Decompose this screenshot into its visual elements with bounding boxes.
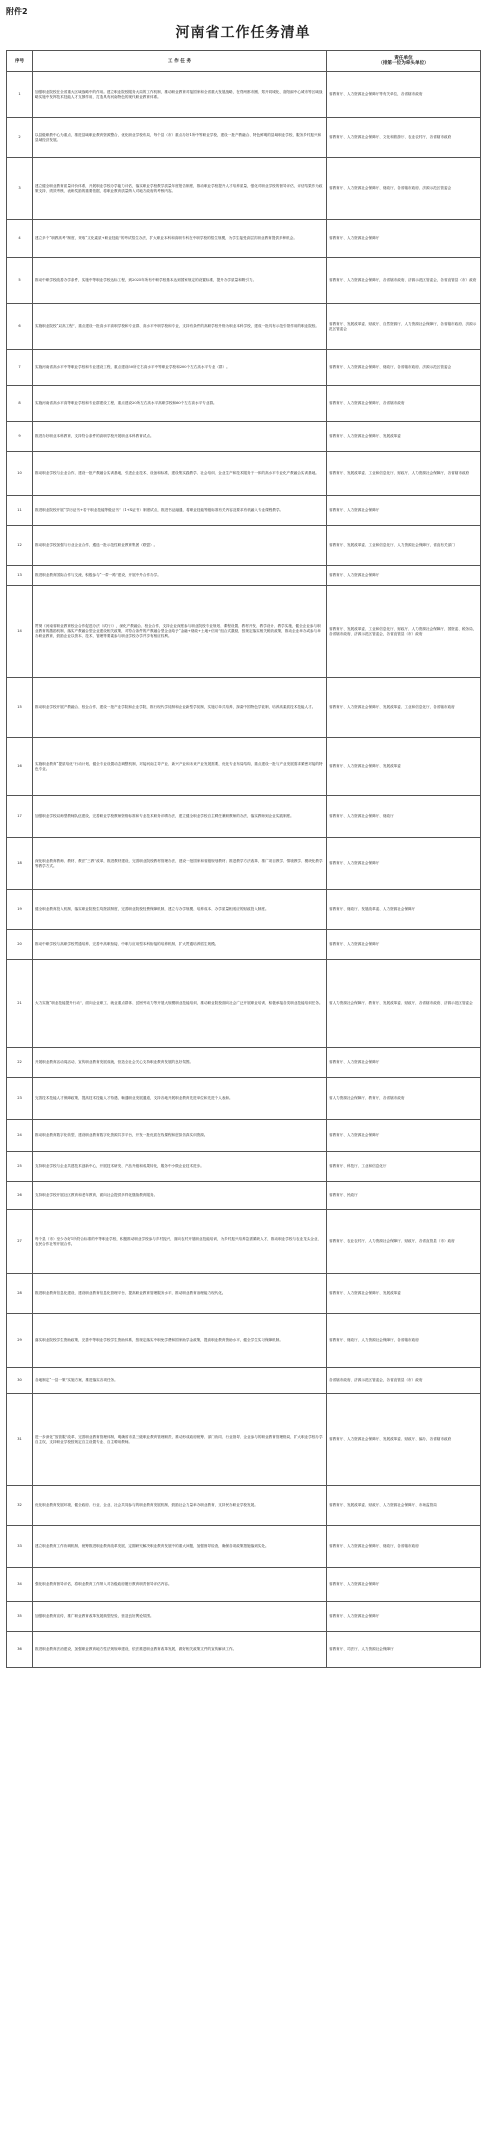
responsible-units: 省教育厅、人力资源社会保障厅、文化和旅游厅、农业农村厅，各省辖市政府 — [327, 118, 481, 158]
task-text: 强化职业教育督导评估，将职业教育工作纳入对各级政府履行教育职责督导评估内容。 — [33, 1568, 327, 1602]
table-row — [7, 526, 481, 566]
responsible-units: 省教育厅、人力资源社会保障厅、财政厅，各省辖市政府、济源示范区管委会 — [327, 158, 481, 220]
row-number: 3 — [7, 158, 33, 220]
task-text: 开展职业教育活动周活动，宣传职业教育发展成就，营造全社会关心支持职业教育发展的良好氛围。 — [33, 1048, 327, 1078]
table-row — [7, 838, 481, 890]
task-text: 推进职业教育法治建设，加强职业教育地方性法规规章建设，依法推进职业教育改革发展，做好相关政策文件的宣传解读工作。 — [33, 1632, 327, 1668]
row-number: 8 — [7, 386, 33, 422]
row-number: 14 — [7, 586, 33, 678]
row-number: 30 — [7, 1368, 33, 1394]
row-number: 25 — [7, 1152, 33, 1182]
row-number: 21 — [7, 960, 33, 1048]
task-text: 加强职业教育宣传，推广职业教育改革发展典型经验，营造良好舆论氛围。 — [33, 1602, 327, 1632]
responsible-units: 省教育厅、人力资源社会保障厅 — [327, 930, 481, 960]
task-text: 建立职业教育工作协调机制，统筹推进职业教育改革发展，定期研究解决职业教育发展中的重大问题，加强督导检查，确保各项政策措施落到实处。 — [33, 1526, 327, 1568]
row-number: 26 — [7, 1182, 33, 1210]
row-number: 2 — [7, 118, 33, 158]
table-row — [7, 1210, 481, 1274]
responsible-units: 省教育厅、人力资源社会保障厅 — [327, 566, 481, 586]
table-row — [7, 1394, 481, 1486]
responsible-units: 省教育厅、人力资源社会保障厅、财政厅，各省辖市政府、济源示范区管委会 — [327, 350, 481, 386]
responsible-units: 省人力资源社会保障厅、教育厅，各省辖市政府 — [327, 1078, 481, 1120]
table-row — [7, 72, 481, 118]
responsible-units: 省教育厅、人力资源社会保障厅、财政厅 — [327, 796, 481, 838]
task-text: 支持职业学校与企业共建技术创新中心，开展技术研发、产品升级和成果转化，服务中小微企业技术进步。 — [33, 1152, 327, 1182]
table-header-row — [7, 51, 481, 72]
responsible-units: 省教育厅、科技厅、工业和信息化厅 — [327, 1152, 481, 1182]
row-number: 7 — [7, 350, 33, 386]
row-number: 33 — [7, 1526, 33, 1568]
task-text: 推动中职学校与高职学校贯通培养，完善中高职衔接、中职与应用型本科衔接的培养机制，扩大贯通培养招生规模。 — [33, 930, 327, 960]
row-number: 10 — [7, 452, 33, 496]
responsible-units: 省人力资源社会保障厅、教育厅、发展改革委、财政厅，各省辖市政府、济源示范区管委会 — [327, 960, 481, 1048]
responsible-units: 省教育厅、人力资源社会保障厅 — [327, 838, 481, 890]
responsible-units: 省教育厅、人力资源社会保障厅、发展改革委 — [327, 738, 481, 796]
task-text: 推进职业教育国际合作与交流，积极参与“一带一路”建设，开展中外合作办学。 — [33, 566, 327, 586]
responsible-units: 省教育厅、人力资源社会保障厅 — [327, 1568, 481, 1602]
task-text: 推动职业学校加强与行业企业合作，遴选一批示范性职业教育集团（联盟）。 — [33, 526, 327, 566]
task-text: 加强职业院校在全省重大区域战略中的作用。建立职业院校服务大局的工作机制，推动职业教育对接国家和全省重大发展战略，在郑州都市圈、郑开同城化、洛阳副中心城市等区域战略实施中发挥技术技能人才支撑作用，打造具有河南特色的现代职业教育体系。 — [33, 72, 327, 118]
row-number: 29 — [7, 1314, 33, 1368]
task-text: 推动职业学校与企业合作，建设一批产教融合实训基地，引进企业技术、设备和标准，建设集实践教学、社会培训、企业生产和技术服务于一体的高水平专业化产教融合实训基地。 — [33, 452, 327, 496]
responsible-units: 省教育厅、发展改革委、工业和信息化厅、财政厅、人力资源社会保障厅，各省辖市政府 — [327, 452, 481, 496]
table-row — [7, 566, 481, 586]
row-number: 17 — [7, 796, 33, 838]
attachment-label: 附件2 — [6, 7, 28, 16]
row-number: 11 — [7, 496, 33, 526]
table-row — [7, 422, 481, 452]
table-row — [7, 496, 481, 526]
table-row — [7, 1048, 481, 1078]
task-text: 以县级职教中心为重点，推进县域职业教育资源整合，优化职业学校布局，每个县（市）重点办好1所中等职业学校，建设一批产教融合、特色鲜明的县域职业学校，服务乡村振兴和县域经济发展。 — [33, 118, 327, 158]
row-number: 20 — [7, 930, 33, 960]
table-row — [7, 1368, 481, 1394]
row-number: 6 — [7, 304, 33, 350]
table-row — [7, 304, 481, 350]
task-text: 推进职业院校开展“学历证书+若干职业技能等级证书”（1+X证书）制度试点，推进书证融通，将职业技能等级标准有关内容及要求有机融入专业课程教学。 — [33, 496, 327, 526]
task-text: 推进职业教育信息化建设，建设职业教育信息化管理平台，提高职业教育管理服务水平，推动职业教育治理能力现代化。 — [33, 1274, 327, 1314]
row-number: 32 — [7, 1486, 33, 1526]
table-row — [7, 350, 481, 386]
table-row — [7, 1526, 481, 1568]
responsible-units: 省教育厅、农业农村厅、人力资源社会保障厅、财政厅，各省直管县（市）政府 — [327, 1210, 481, 1274]
responsible-units: 省教育厅、财政厅、发展改革委、人力资源社会保障厅 — [327, 890, 481, 930]
task-text: 建立多个“职教高考”制度，采取“文化素质+职业技能”的考试招生办法，扩大职业本科和高职专科在中职学校的招生规模，为学生接受高层次职业教育提供多种机会。 — [33, 220, 327, 258]
responsible-units: 省教育厅、人力资源社会保障厅、发展改革委、财政厅、编办，各省辖市政府 — [327, 1394, 481, 1486]
task-text: 实施职业院校“双高工程”，重点建设一批高水平高职学校和专业群、高水平中职学校和专业，支持有条件的高职学校升格为职业本科学校，建成一批具有示范引领作用的职业院校。 — [33, 304, 327, 350]
row-number: 18 — [7, 838, 33, 890]
table-row — [7, 1152, 481, 1182]
task-text: 推动职业教育数字化转型，建设职业教育数字化资源共享平台，开发一批优质在线课程和虚拟仿真实训资源。 — [33, 1120, 327, 1152]
responsible-units: 省教育厅、人力资源社会保障厅 — [327, 1602, 481, 1632]
row-number: 36 — [7, 1632, 33, 1668]
table-row — [7, 1632, 481, 1668]
responsible-units: 省教育厅、人力资源社会保障厅、发展改革委、工业和信息化厅，各省辖市政府 — [327, 678, 481, 738]
task-text: 深化职业教育教师、教材、教法“三教”改革，推进教材建设，完善职业院校教材管理办法，建设一批国家和省级规划教材；推进教学方法改革，推广项目教学、情境教学、模块化教学等教学方式。 — [33, 838, 327, 890]
responsible-units: 省教育厅、人力资源社会保障厅等有关单位，各省辖市政府 — [327, 72, 481, 118]
document-title: 河南省工作任务清单 — [175, 25, 311, 41]
row-number: 28 — [7, 1274, 33, 1314]
task-text: 进一步深化“放管服”改革，完善职业教育管理体制，明确省市县三级职业教育管理职责，推动形成政府统筹、部门协同、行业指导、企业参与的职业教育管理格局，扩大职业学校办学自主权，支持职业学校按规定自主设置专业、自主聘用教师。 — [33, 1394, 327, 1486]
row-number: 12 — [7, 526, 33, 566]
task-text: 落实职业院校学生资助政策，完善中等职业学校学生资助体系，按规定落实中职免学费和国家助学金政策，提高职业教育资助水平，健全学生实习保障机制。 — [33, 1314, 327, 1368]
table-row — [7, 220, 481, 258]
responsible-units: 各省辖市政府、济源示范区管委会，各省直管县（市）政府 — [327, 1368, 481, 1394]
table-row — [7, 258, 481, 304]
responsible-units: 省教育厅、人力资源社会保障厅 — [327, 1048, 481, 1078]
row-number: 27 — [7, 1210, 33, 1274]
task-text: 每个县（市）至少办好1所符合标准的中等职业学校，积极推动职业学校参与乡村振兴，面向农村开展职业技能培训，为乡村振兴培养急需紧缺人才，推动职业学校与农业龙头企业、农民合作社等开展合作。 — [33, 1210, 327, 1274]
table-row — [7, 452, 481, 496]
row-number: 13 — [7, 566, 33, 586]
responsible-units: 省教育厅、人力资源社会保障厅，各省辖市政府 — [327, 386, 481, 422]
row-number: 5 — [7, 258, 33, 304]
row-number: 34 — [7, 1568, 33, 1602]
table-row — [7, 960, 481, 1048]
task-text: 实施河南省高水平高等职业学校和专业群建设工程，重点建设20所左右高水平高职学校和60个左右高水平专业群。 — [33, 386, 327, 422]
task-text: 推进办好职业本科教育，支持符合条件的高职学校开展职业本科教育试点。 — [33, 422, 327, 452]
row-number: 31 — [7, 1394, 33, 1486]
table-row — [7, 890, 481, 930]
table-row — [7, 738, 481, 796]
header-unit: 责任单位 （排第一位为牵头单位） — [327, 51, 481, 72]
task-text: 贯彻《河南省职业教育校企合作促进办法（试行）》，深化产教融合、校企合作，支持企业深度参与职业院校专业规划、课程设置、教材开发、教学设计、教学实施，健全企业参与职业教育的激励机制，落实产教融合型企业建设相关政策，对符合条件的产教融合型企业给予“金融+财政+土地+信用”组合式激励，按规定落实相关税收政策，推动企业举办或参与举办职业教育，鼓励企业以资本、技术、管理等要素参与职业学校办学并享有相应权利。 — [33, 586, 327, 678]
task-table — [6, 50, 481, 1668]
table-row — [7, 1568, 481, 1602]
task-text: 优化职业教育发展环境，健全政府、行业、企业、社会共同参与的职业教育发展机制，鼓励社会力量举办职业教育，支持民办职业学校发展。 — [33, 1486, 327, 1526]
responsible-units: 省教育厅、司法厅、人力资源社会保障厅 — [327, 1632, 481, 1668]
table-row — [7, 796, 481, 838]
task-text: 实施职业教育“提质培优”行动计划，健全专业设置动态调整机制，对接河南主导产业、新兴产业和未来产业发展需要，优化专业布局结构，重点建设一批与产业发展需求紧密对接的特色专业。 — [33, 738, 327, 796]
row-number: 16 — [7, 738, 33, 796]
table-row — [7, 158, 481, 220]
task-text: 推动中职学校改善办学条件，实施中等职业学校达标工程，到2025年所有中职学校基本达到国家规定的设置标准，提升办学质量和吸引力。 — [33, 258, 327, 304]
table-row — [7, 386, 481, 422]
row-number: 15 — [7, 678, 33, 738]
row-number: 9 — [7, 422, 33, 452]
responsible-units: 省教育厅、发展改革委、财政厅、人力资源社会保障厅、市场监管局 — [327, 1486, 481, 1526]
responsible-units: 省教育厅、人力资源社会保障厅、发展改革委 — [327, 422, 481, 452]
responsible-units: 省教育厅、民政厅 — [327, 1182, 481, 1210]
responsible-units: 省教育厅、人力资源社会保障厅、发展改革委 — [327, 1274, 481, 1314]
table-row — [7, 118, 481, 158]
row-number: 35 — [7, 1602, 33, 1632]
table-row — [7, 1486, 481, 1526]
task-text: 各地制定“一县一策”实施方案，推进落实各项任务。 — [33, 1368, 327, 1394]
row-number: 19 — [7, 890, 33, 930]
task-text: 建立健全职业教育质量评价体系，开展职业学校办学能力评估，落实职业学校教学质量年度报告制度，推动职业学校提升人才培养质量，强化对职业学校的督导评估，评估结果作为政策支持、绩效考核、表彰奖励的重要依据，将职业教育质量纳入对地方政府的考核内容。 — [33, 158, 327, 220]
responsible-units: 省教育厅、人力资源社会保障厅、财政厅，各省辖市政府 — [327, 1526, 481, 1568]
responsible-units: 省教育厅、财政厅、人力资源社会保障厅，各省辖市政府 — [327, 1314, 481, 1368]
task-text: 完善技术技能人才保障政策，提高技术技能人才待遇，畅通职业发展通道，支持各地开展职业教育先进单位和先进个人表彰。 — [33, 1078, 327, 1120]
responsible-units: 省教育厅、人力资源社会保障厅 — [327, 496, 481, 526]
header-no: 序号 — [7, 51, 33, 72]
task-text: 支持职业学校开展社区教育和老年教育，面向社会提供多样化继续教育服务。 — [33, 1182, 327, 1210]
responsible-units: 省教育厅、人力资源社会保障厅 — [327, 220, 481, 258]
row-number: 24 — [7, 1120, 33, 1152]
row-number: 1 — [7, 72, 33, 118]
task-text: 加强职业学校双师型教师队伍建设，完善职业学校教师资格标准和专业技术职务评聘办法，建立健全职业学校自主聘任兼职教师的办法，落实教师到企业实践制度。 — [33, 796, 327, 838]
row-number: 4 — [7, 220, 33, 258]
table-row — [7, 1602, 481, 1632]
responsible-units: 省教育厅、发展改革委、工业和信息化厅、财政厅、人力资源社会保障厅、国资委、税务局，各省辖市政府、济源示范区管委会，各省直管县（市）政府 — [327, 586, 481, 678]
responsible-units: 省教育厅、人力资源社会保障厅，各省辖市政府、济源示范区管委会，各省直管县（市）政府 — [327, 258, 481, 304]
task-text: 健全职业教育投入机制，落实职业院校生均拨款制度，完善职业院校经费保障机制，建立与办学规模、培养成本、办学质量相适应的财政投入制度。 — [33, 890, 327, 930]
table-body — [7, 72, 481, 1668]
row-number: 22 — [7, 1048, 33, 1078]
task-text: 实施河南省高水平中等职业学校和专业建设工程，重点建设50所左右高水平中等职业学校和200个左右高水平专业（群）。 — [33, 350, 327, 386]
table-row — [7, 930, 481, 960]
table-row — [7, 678, 481, 738]
table-row — [7, 1120, 481, 1152]
table-row — [7, 1314, 481, 1368]
task-text: 大力实施“职业技能提升行动”，面向企业职工、就业重点群体、贫困劳动力等开展大规模职业技能培训，推动职业院校面向社会广泛开展职业培训，积极承接各类职业技能培训任务。 — [33, 960, 327, 1048]
responsible-units: 省教育厅、人力资源社会保障厅 — [327, 1120, 481, 1152]
responsible-units: 省教育厅、发展改革委、财政厅、自然资源厅、人力资源社会保障厅，各省辖市政府、济源示范区管委会 — [327, 304, 481, 350]
responsible-units: 省教育厅、发展改革委、工业和信息化厅、人力资源社会保障厅，省直有关部门 — [327, 526, 481, 566]
row-number: 23 — [7, 1078, 33, 1120]
table-row — [7, 1182, 481, 1210]
table-row — [7, 1078, 481, 1120]
header-task: 工 作 任 务 — [33, 51, 327, 72]
task-text: 推动职业学校开展产教融合、校企合作，建设一批产业学院和企业学院，推行现代学徒制和企业新型学徒制，实施订单式培养，探索中国特色学徒制，培养高素质技术技能人才。 — [33, 678, 327, 738]
table-row — [7, 1274, 481, 1314]
table-row — [7, 586, 481, 678]
